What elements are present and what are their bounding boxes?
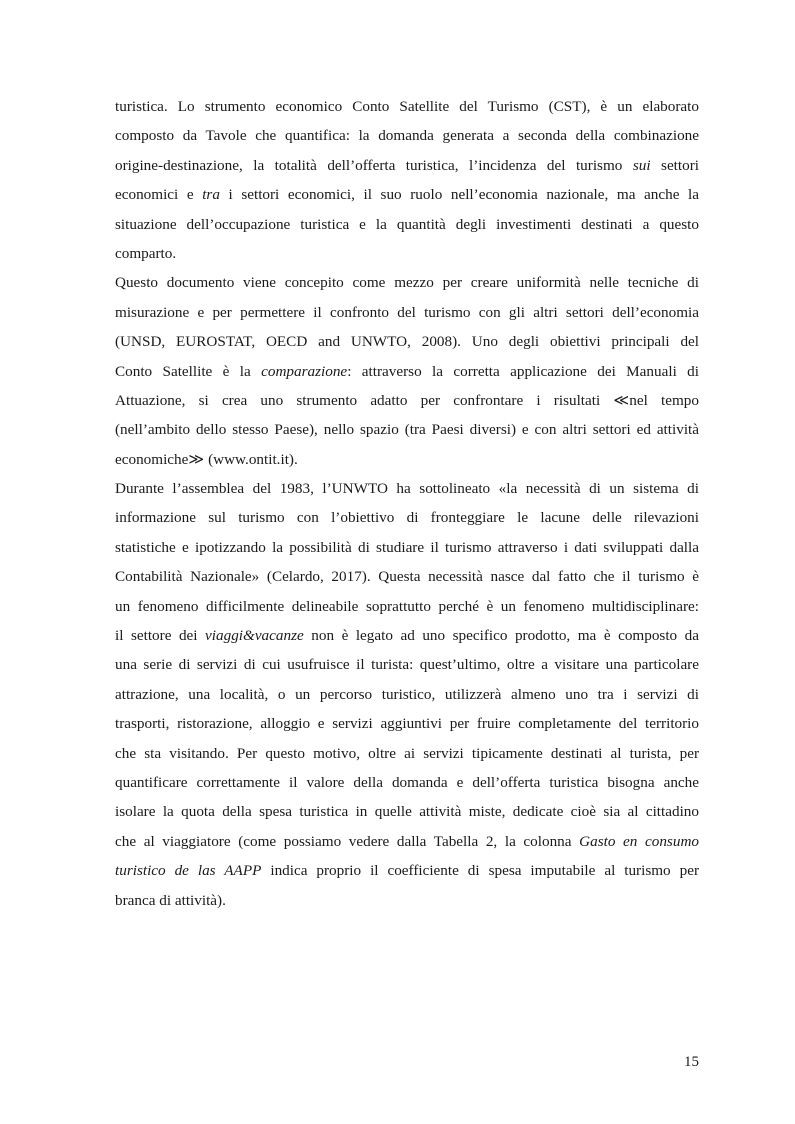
text-run: quantificare correttamente il valore della domanda e dell’offerta turistica bisogna anche (115, 773, 699, 791)
italic-text-run: tra (202, 186, 220, 204)
text-run: non è legato ad uno specifico prodotto, ma è composto da (303, 627, 699, 645)
text-run: (nell’ambito dello stesso Paese), nello spazio (tra Paesi diversi) e con altri settori ed attività (115, 421, 699, 439)
text-line (115, 503, 699, 532)
text-line (115, 474, 699, 503)
text-line (115, 680, 699, 709)
text-line (115, 268, 699, 297)
text-run: il settore dei (115, 627, 206, 645)
text-run: settori (650, 156, 699, 174)
text-run: i settori economici, il suo ruolo nell’economia nazionale, ma anche la (219, 186, 700, 204)
text-run: statistiche e ipotizzando la possibilità di studiare il turismo attraverso i dati sviluppati dalla (115, 538, 699, 556)
text-line (115, 886, 699, 915)
text-line (115, 239, 699, 268)
text-run: turistica. Lo strumento economico Conto Satellite del Turismo (CST), è un elaborato (115, 98, 699, 115)
text-line (115, 709, 699, 738)
text-run: che al viaggiatore (come possiamo vedere dalla Tabella 2, la colonna (115, 832, 580, 850)
page-number: 15 (684, 1054, 699, 1070)
text-run: che sta visitando. Per questo motivo, oltre ai servizi tipicamente destinati al turista, per (115, 744, 699, 762)
italic-text-run: Gasto en consumo (579, 832, 700, 850)
text-line (115, 298, 699, 327)
text-run: origine-destinazione, la totalità dell’offerta turistica, l’incidenza del turismo (115, 156, 633, 174)
text-line (115, 592, 699, 621)
paragraph-2 (115, 268, 699, 474)
text-run: una serie di servizi di cui usufruisce il turista: quest’ultimo, oltre a visitare una particolare (115, 656, 699, 674)
text-line (115, 650, 699, 679)
text-run: branca di attività). (115, 891, 226, 909)
text-run: trasporti, ristorazione, alloggio e servizi aggiuntivi per fruire completamente del territorio (115, 715, 699, 733)
text-line (115, 357, 699, 386)
text-line (115, 180, 699, 209)
text-run: Durante l’assemblea del 1983, l’UNWTO ha sottolineato «la necessità di un sistema di (115, 480, 699, 498)
text-line (115, 621, 699, 650)
text-line (115, 151, 699, 180)
text-run: comparto. (115, 244, 177, 262)
text-run: (UNSD, EUROSTAT, OECD and UNWTO, 2008). Uno degli obiettivi principali del (115, 333, 699, 351)
document-body (115, 92, 699, 915)
text-line (115, 415, 699, 444)
text-line (115, 739, 699, 768)
text-run: situazione dell’occupazione turistica e la quantità degli investimenti destinati a questo (115, 215, 699, 233)
paragraph-3 (115, 474, 699, 915)
text-line (115, 768, 699, 797)
text-run: Contabilità Nazionale» (Celardo, 2017). Questa necessità nasce dal fatto che il turismo è (115, 568, 699, 586)
italic-text-run: turistico de las AAPP (115, 862, 262, 880)
text-line (115, 327, 699, 356)
text-run: indica proprio il coefficiente di spesa imputabile al turismo per (261, 862, 699, 880)
italic-text-run: comparazione (261, 362, 348, 380)
text-line (115, 92, 699, 121)
text-run: informazione sul turismo con l’obiettivo di fronteggiare le lacune delle rilevazioni (115, 509, 699, 527)
text-run: economici e (115, 186, 203, 204)
text-line (115, 445, 699, 474)
text-run: Questo documento viene concepito come mezzo per creare uniformità nelle tecniche di (115, 274, 699, 292)
text-line (115, 386, 699, 415)
italic-text-run: viaggi&vacanze (205, 627, 304, 645)
text-run: misurazione e per permettere il confronto del turismo con gli altri settori dell’economia (115, 303, 699, 321)
text-run: composto da Tavole che quantifica: la domanda generata a seconda della combinazione (115, 127, 699, 145)
text-run: attrazione, una località, o un percorso turistico, utilizzerà almeno uno tra i servizi di (115, 685, 699, 703)
text-run: economiche≫ (www.ontit.it). (115, 450, 298, 468)
paragraph-1 (115, 92, 699, 268)
text-run: : attraverso la corretta applicazione dei Manuali di (347, 362, 699, 380)
text-line (115, 121, 699, 150)
text-run: Attuazione, si crea uno strumento adatto per confrontare i risultati ≪nel tempo (115, 391, 699, 409)
text-line (115, 856, 699, 885)
text-line (115, 827, 699, 856)
text-run: isolare la quota della spesa turistica in quelle attività miste, dedicate cioè sia al cittadino (115, 803, 699, 821)
text-line (115, 562, 699, 591)
text-line (115, 210, 699, 239)
text-run: un fenomeno difficilmente delineabile soprattutto perché è un fenomeno multidisciplinare: (115, 597, 699, 615)
text-line (115, 533, 699, 562)
text-run: Conto Satellite è la (115, 362, 262, 380)
text-line (115, 797, 699, 826)
italic-text-run: sui (632, 156, 651, 174)
